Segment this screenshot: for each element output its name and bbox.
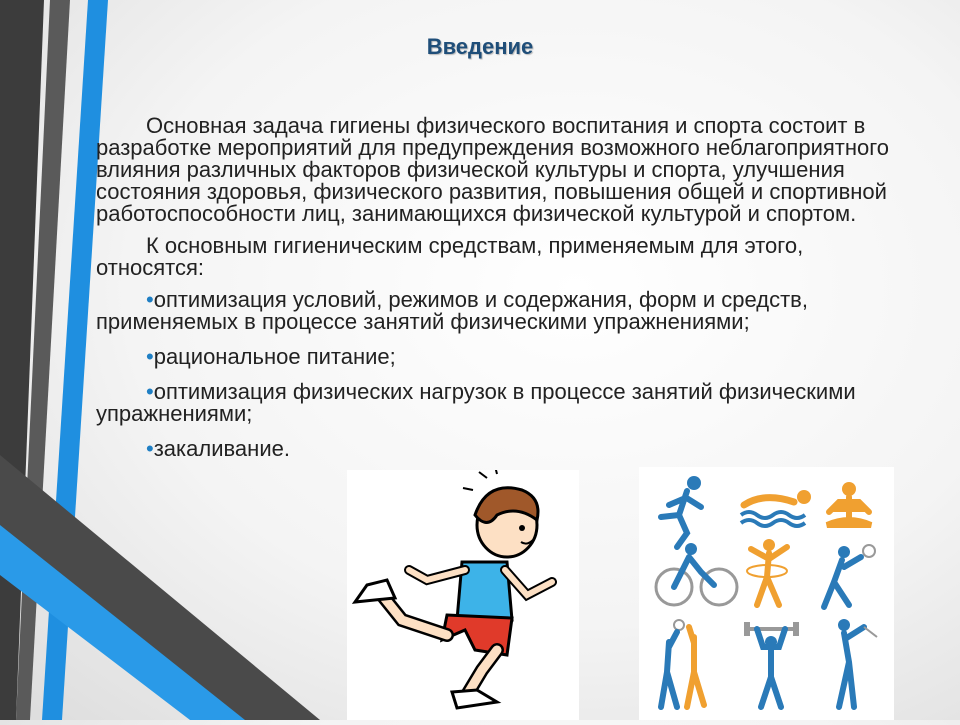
- bullet-text: рациональное питание;: [153, 344, 396, 369]
- bullet-item: [96, 381, 911, 425]
- bullet-dot-icon: •: [146, 287, 154, 312]
- bullet-item: [96, 289, 911, 333]
- bullet-text: оптимизация условий, режимов и содержания, форм и средств, применяемых в процессе занятий физическими упражнениями;: [96, 287, 808, 334]
- bullet-item: [96, 346, 911, 368]
- sport-icons-panel: [639, 467, 894, 720]
- running-boy-illustration: [347, 470, 579, 720]
- weightlifting-icon: [744, 622, 799, 707]
- volleyball-icon: [661, 620, 704, 707]
- bullet-dot-icon: •: [146, 379, 154, 404]
- bullet-dot-icon: •: [146, 344, 154, 369]
- intro-paragraph: Основная задача гигиены физического воспитания и спорта состоит в разработке мероприятий для предупреждения возможного неблагоприятного влияния различных факторов физической культуры и спорта, улучшения состояния здоровья, физического развития, повышения общей и спортивной работоспособности лиц, занимающихся физической культурой и спортом.: [96, 113, 890, 226]
- bullet-text: оптимизация физических нагрузок в процессе занятий физическими упражнениями;: [96, 379, 856, 426]
- hula-hoop-icon: [747, 539, 787, 605]
- bullet-item: [96, 438, 911, 460]
- golf-icon: [838, 619, 877, 707]
- badminton-icon: [824, 545, 875, 607]
- means-paragraph: К основным гигиеническим средствам, применяемым для этого, относятся:: [96, 233, 804, 280]
- slide-content: [96, 115, 911, 473]
- running-icon: [661, 476, 701, 547]
- yoga-icon: [827, 482, 871, 525]
- bullet-dot-icon: •: [146, 436, 154, 461]
- swimming-icon: [741, 490, 811, 526]
- cycling-icon: [656, 543, 737, 605]
- bullet-text: закаливание.: [153, 436, 290, 461]
- slide-title: Введение: [426, 34, 534, 59]
